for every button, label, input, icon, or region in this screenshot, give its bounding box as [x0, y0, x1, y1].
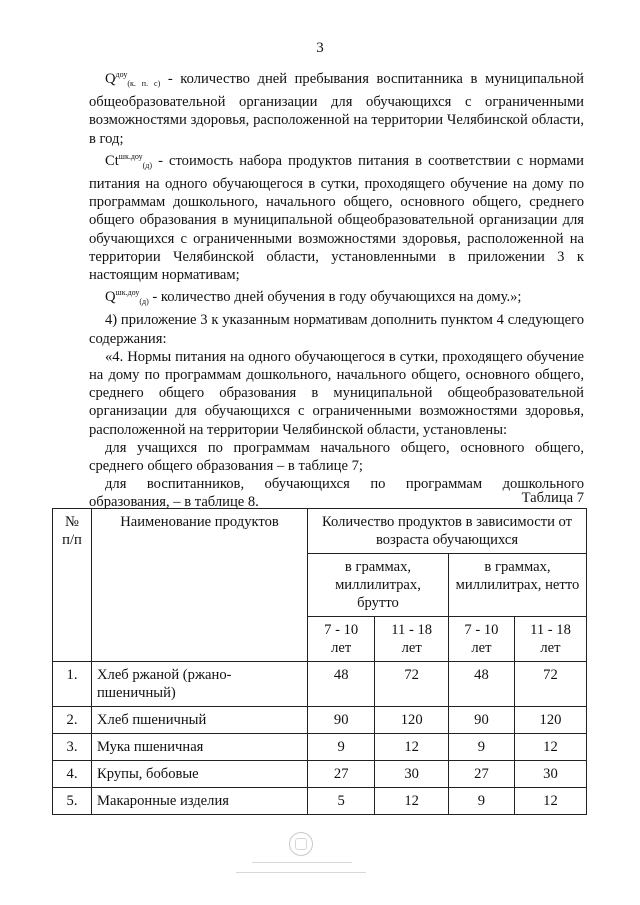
row-net-7-10: 48 [448, 662, 514, 707]
row-net-11-18: 72 [514, 662, 586, 707]
table-row [53, 761, 587, 788]
header-age-net-11-18: 11 - 18 лет [514, 617, 586, 662]
page-number: 3 [316, 40, 324, 56]
row-name: Мука пшеничная [92, 734, 308, 761]
row-name: Крупы, бобовые [92, 761, 308, 788]
stamp-text-line [252, 862, 352, 863]
formula-symbol: Q [105, 289, 116, 306]
formula-superscript: доу [115, 70, 128, 79]
table-row [53, 662, 587, 707]
table-row [53, 734, 587, 761]
header-net: в граммах, миллилитрах, нетто [448, 554, 586, 617]
paragraph-table-8-ref: для воспитанников, обучающихся по программам дошкольного образования, – в таблице 8. [89, 476, 584, 511]
table-caption: Таблица 7 [521, 490, 584, 506]
paragraph-text: - стоимость набора продуктов питания в соответствии с нормами питания на одного обучающегося в сутки, проходящего обучение на дому по программам дошкольного, начального общего, основного общего, среднего общего образования в муниципальной общеобразовательной организации для обучающихся с ограниченными возможностями здоровья, расположенной на территории Челябинской области, установленными в приложении 3 к настоящим нормативам; [89, 152, 584, 284]
paragraph-ct-d [89, 148, 584, 284]
stamp-text-line [236, 872, 366, 873]
paragraph-q-d [89, 284, 584, 311]
row-net-11-18: 30 [514, 761, 586, 788]
header-quantity: Количество продуктов в зависимости от возраста обучающихся [308, 509, 587, 554]
header-age-gross-11-18: 11 - 18 лет [375, 617, 449, 662]
formula-symbol: Q [105, 71, 116, 87]
row-gross-7-10: 27 [308, 761, 375, 788]
paragraph-table-7-ref: для учащихся по программам начального общего, основного общего, среднего общего образования – в таблице 7; [89, 439, 584, 475]
formula-subscript: (д) [142, 160, 153, 170]
food-norms-table [52, 508, 587, 815]
row-net-11-18: 120 [514, 707, 586, 734]
row-gross-7-10: 9 [308, 734, 375, 761]
header-name: Наименование продуктов [92, 509, 308, 662]
row-name: Макаронные изделия [92, 788, 308, 815]
row-num: 1. [53, 662, 92, 707]
table-row [53, 707, 587, 734]
formula-subscript: (к. п. с) [127, 79, 161, 88]
row-gross-11-18: 30 [375, 761, 449, 788]
row-gross-11-18: 12 [375, 734, 449, 761]
paragraph-text: - количество дней обучения в году обучающихся на дому.»; [148, 289, 522, 306]
row-net-7-10: 9 [448, 788, 514, 815]
header-num: № п/п [53, 509, 92, 662]
header-age-net-7-10: 7 - 10 лет [448, 617, 514, 662]
row-gross-7-10: 48 [308, 662, 375, 707]
row-net-11-18: 12 [514, 734, 586, 761]
formula-superscript: шк.доу [118, 151, 143, 161]
paragraph-q-kps [89, 66, 584, 148]
row-gross-7-10: 5 [308, 788, 375, 815]
row-gross-11-18: 12 [375, 788, 449, 815]
formula-subscript: (д) [139, 297, 149, 307]
faint-stamp-icon [289, 832, 313, 856]
row-name: Хлеб пшеничный [92, 707, 308, 734]
row-net-7-10: 27 [448, 761, 514, 788]
table-row [53, 788, 587, 815]
row-net-7-10: 90 [448, 707, 514, 734]
row-num: 5. [53, 788, 92, 815]
row-num: 4. [53, 761, 92, 788]
paragraph-text: - количество дней пребывания воспитанника в муниципальной общеобразовательной организации для обучающихся с ограниченными возможностями здоровья, расположенной на территории Челябинской области, в год; [89, 71, 584, 147]
formula-symbol: Ct [105, 152, 119, 169]
header-age-gross-7-10: 7 - 10 лет [308, 617, 375, 662]
row-gross-11-18: 72 [375, 662, 449, 707]
row-num: 3. [53, 734, 92, 761]
row-net-7-10: 9 [448, 734, 514, 761]
row-num: 2. [53, 707, 92, 734]
header-gross: в граммах, миллилитрах, брутто [308, 554, 449, 617]
paragraph-item-4: 4) приложение 3 к указанным нормативам дополнить пунктом 4 следующего содержания: [89, 312, 584, 347]
row-name: Хлеб ржаной (ржано-пшеничный) [92, 662, 308, 707]
row-gross-7-10: 90 [308, 707, 375, 734]
formula-superscript: шк.доу [115, 288, 140, 298]
paragraph-norms: «4. Нормы питания на одного обучающегося в сутки, проходящего обучение на дому по программам дошкольного, начального общего, основного общего, среднего общего образования в муниципальной общеобразовательной организации для обучающихся с ограниченными возможностями здоровья, расположенной на территории Челябинской области, установлены: [89, 348, 584, 438]
body-text [89, 66, 584, 512]
row-net-11-18: 12 [514, 788, 586, 815]
row-gross-11-18: 120 [375, 707, 449, 734]
